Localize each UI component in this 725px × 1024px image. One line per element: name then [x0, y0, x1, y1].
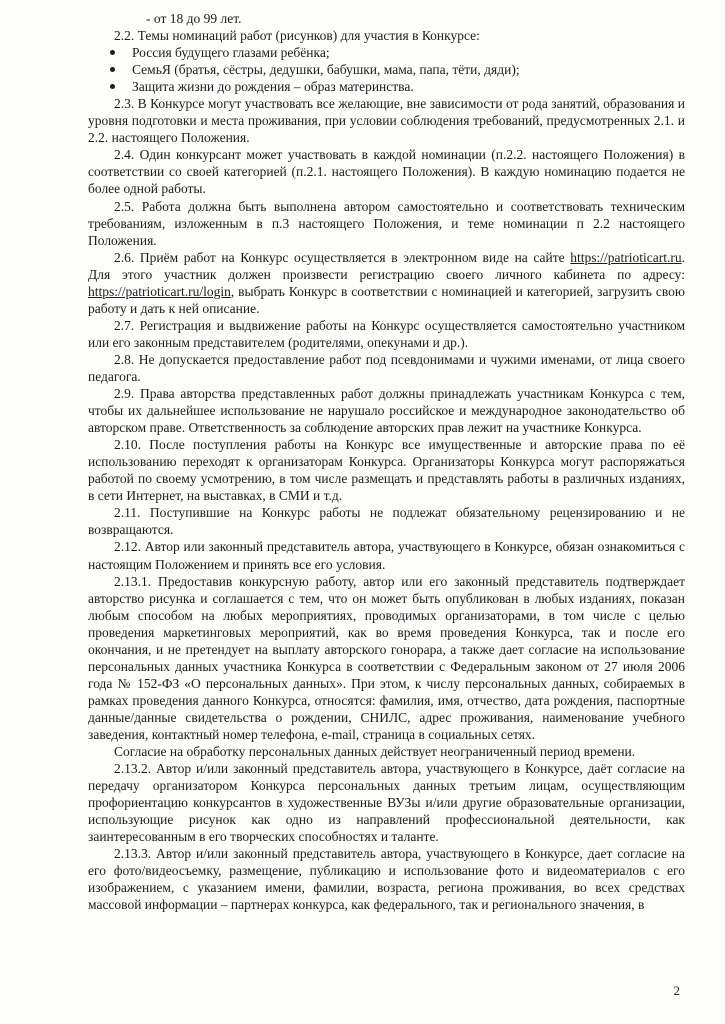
section-2-13-2: 2.13.2. Автор и/или законный представитель автора, участвующего в Конкурсе, даёт согласие на передачу организатором Конкурса персональных данных третьим лицам, осуществляющим профориентацию конкурсантов в художественные ВУЗы и/или другие образовательные организации, использующие рисунок как одно из направлений профессиональной деятельности, как заинтересованным в его творческих способностях и таланте. [88, 761, 685, 845]
nomination-item: СемьЯ (братья, сёстры, дедушки, бабушки, мама, папа, тёти, дяди); [108, 61, 685, 78]
section-2-13-1: 2.13.1. Предоставив конкурсную работу, автор или его законный представитель подтверждает авторство рисунка и соглашается с тем, что он может быть опубликован в любых изданиях, показан любым способом на любых мероприятиях, проводимых организаторами, в том числе с целью проведения маркетинговых мероприятий, как во время проведения Конкурса, так и после его окончания, и не претендует на выплату авторского гонорара, а также дает согласие на использование персональных данных участника Конкурса в соответствии с Федеральным законом от 27 июля 2006 года № 152-ФЗ «О персональных данных». При этом, к числу персональных данных, собираемых в рамках проведения данного Конкурса, относятся: фамилия, имя, отчество, дата рождения, паспортные данные/данные свидетельства о рождении, СНИЛС, адрес проживания, наименование учебного заведения, контактный номер телефона, e-mail, страница в социальных сетях. [88, 573, 685, 742]
nomination-item: Защита жизни до рождения – образ материнства. [108, 78, 685, 95]
section-2-6-text-3: , выбрать Конкурс в соответствии с номинацией и категорией, загрузить свою работу и дать к ней описание. [88, 283, 685, 316]
section-2-5: 2.5. Работа должна быть выполнена автором самостоятельно и соответствовать техническим требованиям, изложенным в п.3 настоящего Положения, и теме номинации п 2.2 настоящего Положения. [88, 198, 685, 248]
section-2-13-3: 2.13.3. Автор и/или законный представитель автора, участвующего в Конкурсе, дает согласие на его фото/видеосъемку, размещение, публикацию и использование фото и видеоматериалов с его изображением, с указанием имени, фамилии, возраста, региона проживания, во всех средствах массовой информации – партнерах конкурса, как федерального, так и регионального значения, в [88, 846, 685, 913]
section-2-6-text-1: 2.6. Приём работ на Конкурс осуществляется в электронном виде на сайте [114, 249, 571, 265]
section-2-11: 2.11. Поступившие на Конкурс работы не подлежат обязательному рецензированию и не возвращаются. [88, 505, 685, 538]
site-link[interactable]: https://patrioticart.ru [570, 249, 682, 265]
document-body [88, 10, 685, 913]
page-number: 2 [673, 983, 680, 998]
section-2-4: 2.4. Один конкурсант может участвовать в каждой номинации (п.2.2. настоящего Положения) в соответствии со своей категорией (п.2.1. настоящего Положения). В каждую номинацию подается не более одной работы. [88, 147, 685, 197]
section-2-12: 2.12. Автор или законный представитель автора, участвующего в Конкурсе, обязан ознакомиться с настоящим Положением и принять все его условия. [88, 539, 685, 572]
section-2-3: 2.3. В Конкурсе могут участвовать все желающие, вне зависимости от рода занятий, образования и уровня подготовки и места проживания, при условии соблюдения требований, предусмотренных 2.1. и 2.2. настоящего Положения. [88, 96, 685, 146]
section-2-10: 2.10. После поступления работы на Конкурс все имущественные и авторские права по её использованию переходят к организаторам Конкурса. Организаторы Конкурса могут распоряжаться работой по своему усмотрению, в том числе размещать и представлять работы в различных изданиях, в сети Интернет, на выставках, в СМИ и т.д. [88, 437, 685, 504]
age-range-line: - от 18 до 99 лет. [146, 11, 242, 26]
nomination-list [88, 44, 685, 95]
section-2-8: 2.8. Не допускается предоставление работ под псевдонимами и чужими именами, от лица своего педагога. [88, 351, 685, 384]
section-2-9: 2.9. Права авторства представленных работ должны принадлежать участникам Конкурса с тем, чтобы их дальнейшее использование не нарушало российское и международное законодательство об авторском праве. Ответственность за соблюдение авторских прав лежит на участнике Конкурса. [88, 386, 685, 436]
section-2-2-title: 2.2. Темы номинаций работ (рисунков) для участия в Конкурсе: [114, 28, 480, 44]
section-2-6 [88, 249, 685, 317]
nomination-item: Россия будущего глазами ребёнка; [108, 44, 685, 61]
section-2-7: 2.7. Регистрация и выдвижение работы на Конкурс осуществляется самостоятельно участником или его законным представителем (родителями, опекунами и др.). [88, 317, 685, 350]
consent-paragraph: Согласие на обработку персональных данных действует неограниченный период времени. [114, 744, 636, 760]
section-2-6-text-2: . Для этого участник должен произвести регистрацию своего личного кабинета по адресу: [88, 249, 685, 282]
login-link[interactable]: https://patrioticart.ru/login [88, 283, 231, 299]
